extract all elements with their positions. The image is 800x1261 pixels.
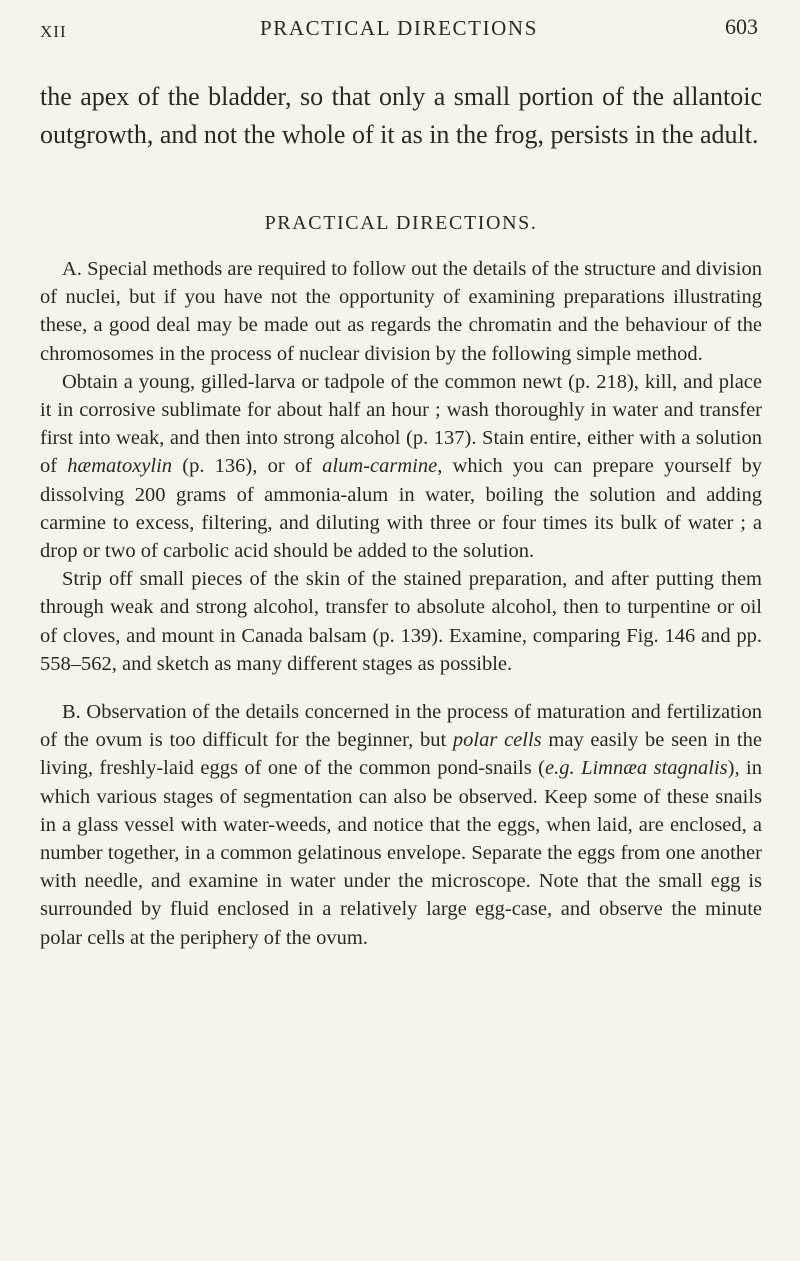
page-number: 603 xyxy=(725,14,758,39)
page-body xyxy=(40,78,762,952)
term-polar-cells: polar cells xyxy=(452,729,542,752)
paragraph-a-method-text-3: , which you can prepare yourself by dissolving 200 grams of ammonia-alum in water, boiling the solution and adding carmine to excess, filtering, and diluting with three or four times its bulk of water ; a drop or two of carbolic acid should be added to the solution. xyxy=(40,455,762,563)
paragraph-b-text-2: may easily be seen in the living, freshly-laid eggs of one of the common pond-snails ( xyxy=(40,729,762,780)
continued-paragraph: the apex of the bladder, so that only a small portion of the allantoic outgrowth, and not the whole of it as in the frog, persists in the adult. xyxy=(40,82,762,149)
paragraph-a-method-text-2: (p. 136), or of xyxy=(172,455,323,478)
paragraph-b xyxy=(40,698,762,952)
paragraph-a-method-text-1: Obtain a young, gilled-larva or tadpole of the common newt (p. 218), kill, and place it in corrosive sublimate for about half an hour ; wash thoroughly in water and transfer first into weak, and then into strong alcohol (p. 137). Stain entire, either with a solution of xyxy=(40,370,762,478)
paragraph-a-intro: A. Special methods are required to follow out the details of the structure and division of nuclei, but if you have not the opportunity of examining preparations illustrating these, a good deal may be made out as regards the chromatin and the behaviour of the chromosomes in the process of nuclear division by the following simple method. xyxy=(40,258,762,365)
paragraph-a-mounting: Strip off small pieces of the skin of the stained preparation, and after putting them through weak and strong alcohol, transfer to absolute alcohol, then to turpentine or oil of cloves, and mount in Canada balsam (p. 139). Examine, comparing Fig. 146 and pp. 558–562, and sketch as many different stages as possible. xyxy=(40,568,762,675)
running-head: PRACTICAL DIRECTIONS xyxy=(260,16,538,40)
paragraph-a-method xyxy=(40,368,762,565)
term-limnaea-stagnalis: Limnæa stagnalis xyxy=(581,757,728,780)
section-heading: PRACTICAL DIRECTIONS. xyxy=(264,212,538,234)
term-alum-carmine: alum-carmine xyxy=(322,455,438,478)
chapter-number: XII xyxy=(40,22,67,41)
page-header xyxy=(40,14,758,50)
paragraph-b-text-1: B. Observation of the details concerned in the process of maturation and fertilization of the ovum is too difficult for the beginner, but xyxy=(40,701,762,752)
term-eg: e.g. xyxy=(545,757,575,780)
paragraph-b-text-3: ), in which various stages of segmentation can also be observed. Keep some of these snails in a glass vessel with water-weeds, and notice that the eggs, when laid, are enclosed, a number together, in a common gelatinous envelope. Separate the eggs from one another with needle, and examine in water under the microscope. Note that the small egg is surrounded by fluid enclosed in a relatively large egg-case, and observe the minute polar cells at the periphery of the ovum. xyxy=(40,757,762,949)
term-haematoxylin: hæmatoxylin xyxy=(67,455,173,478)
